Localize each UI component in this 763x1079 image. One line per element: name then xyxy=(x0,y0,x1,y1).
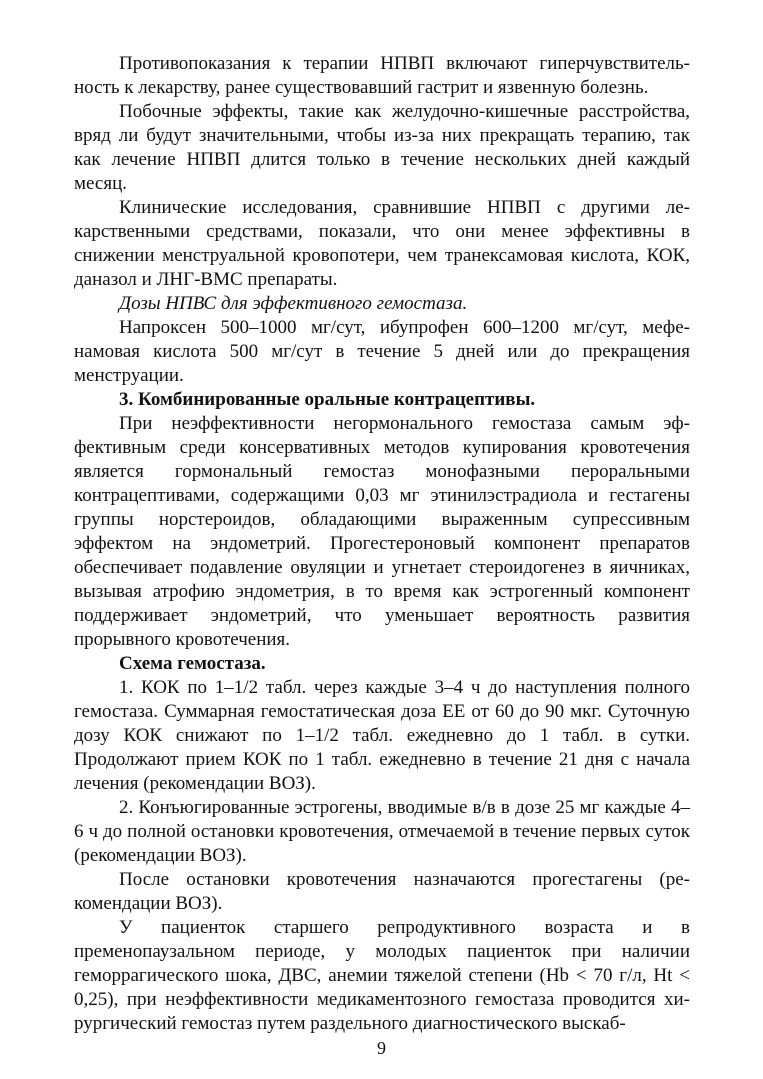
paragraph-progestogens: После остановки кровотечения назначаются прогестагены (рекомендации ВОЗ). xyxy=(74,869,690,914)
scheme-item-1: 1. КОК по 1–1/2 табл. через каждые 3–4 ч до наступления полного гемостаза. Суммарная гемостатическая доза ЕЕ от 60 до 90 мкг. Суточную дозу КОК снижают по 1–1/2 табл. ежедневно до 1 табл. в сутки. Продолжают прием КОК по 1 табл. ежедневно в течение 21 дня с начала лечения (рекомендации ВОЗ). xyxy=(74,677,690,794)
paragraph-surgical-hemostasis: У пациенток старшего репродуктивного возраста и в пременопаузальном периоде, у молодых пациенток при наличии геморрагического шока, ДВС, анемии тяжелой степени (Hb < 70 г/л, Ht < 0,25), при неэффективности медикаментозного гемостаза проводится хирургический гемостаз путем раздельного диагностического выскаб- xyxy=(74,917,690,1034)
paragraph-clinical-studies: Клинические исследования, сравнившие НПВП с другими лекарственными средствами, показали, что они менее эффективны в снижении менструальной кровопотери, чем транексамовая кислота, КОК, даназол и ЛНГ-ВМС препараты. xyxy=(74,197,690,290)
subheading-hemostasis-scheme: Схема гемостаза. xyxy=(119,653,266,674)
paragraph-side-effects: Побочные эффекты, такие как желудочно-кишечные расстройства, вряд ли будут значительными, чтобы из-за них прекращать терапию, так как лечение НПВП длится только в течение нескольких дней каждый месяц. xyxy=(74,101,690,194)
section-heading-coc: 3. Комбинированные оральные контрацептивы. xyxy=(119,389,536,410)
page-number: 9 xyxy=(377,1038,386,1058)
document-page xyxy=(74,52,690,1036)
paragraph-contraindications: Противопоказания к терапии НПВП включают гиперчувствительность к лекарству, ранее существовавший гастрит и язвенную болезнь. xyxy=(74,53,690,98)
paragraph-hormonal-hemostasis: При неэффективности негормонального гемостаза самым эффективным среди консервативных методов купирования кровотечения является гормональный гемостаз монофазными пероральными контрацептивами, содержащими 0,03 мг этинилэстрадиола и гестагены группы норстероидов, обладающими выраженным супрессивным эффектом на эндометрий. Прогестероновый компонент препаратов обеспечивает подавление овуляции и угнетает стероидогенез в яичниках, вызывая атрофию эндометрия, в то время как эстрогенный компонент поддерживает эндометрий, что уменьшает вероятность развития прорывного кровотечения. xyxy=(74,413,690,650)
paragraph-dosages: Напроксен 500–1000 мг/сут, ибупрофен 600–1200 мг/сут, мефенамовая кислота 500 мг/сут в течение 5 дней или до прекращения менструации. xyxy=(74,317,690,386)
scheme-item-2: 2. Конъюгированные эстрогены, вводимые в/в в дозе 25 мг каждые 4–6 ч до полной остановки кровотечения, отмечаемой в течение первых суток (рекомендации ВОЗ). xyxy=(74,797,690,866)
subheading-nsaid-doses: Дозы НПВС для эффективного гемостаза. xyxy=(119,293,468,314)
